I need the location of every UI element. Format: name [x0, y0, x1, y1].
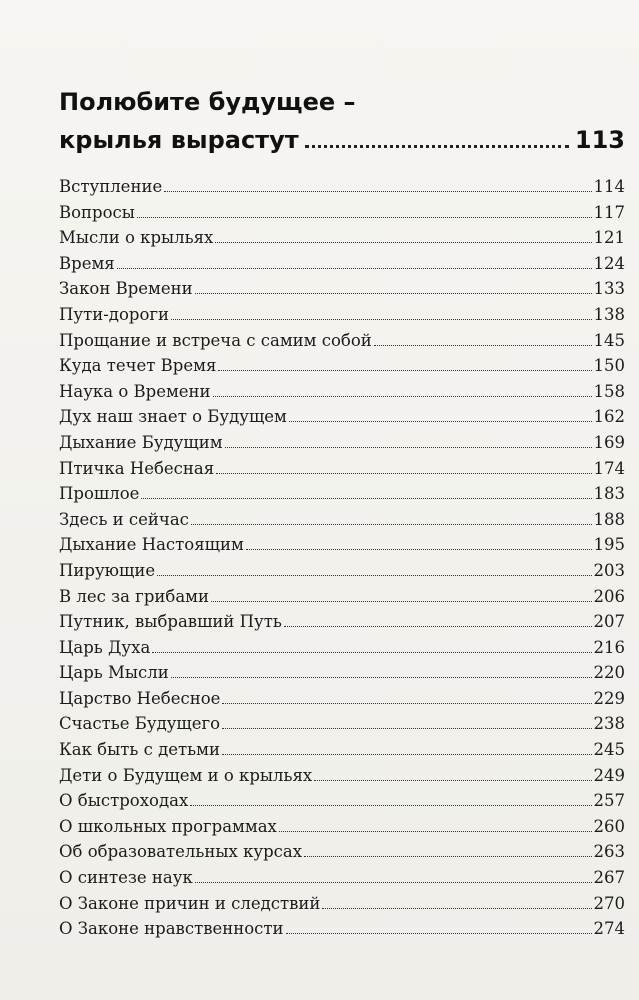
toc-entry	[59, 251, 625, 277]
dot-leader	[171, 319, 591, 320]
toc-entry	[59, 737, 625, 763]
toc-entry-title: Здесь и сейчас	[59, 509, 189, 529]
dot-leader	[191, 524, 592, 525]
dot-leader	[322, 908, 591, 909]
toc-entry-title: Время	[59, 253, 115, 273]
dot-leader	[289, 421, 592, 422]
toc-entry	[59, 379, 625, 405]
toc-entry-page: 245	[593, 740, 625, 760]
toc-entry	[59, 865, 625, 891]
toc-entry-page: 274	[593, 919, 625, 939]
toc-entry-page: 114	[593, 177, 625, 196]
toc-entry-title: Как быть с детьми	[59, 740, 220, 760]
toc-entry-title: О Законе нравственности	[59, 919, 284, 939]
toc-entry	[59, 788, 625, 814]
toc-entry	[59, 404, 625, 430]
toc-entry	[59, 456, 625, 482]
toc-entry-page: 121	[593, 228, 625, 248]
toc-entry	[59, 276, 625, 302]
toc-entry-page: 238	[593, 714, 625, 734]
toc-entry	[59, 711, 625, 737]
toc-entry	[59, 558, 625, 584]
toc-entry-page: 267	[593, 868, 625, 888]
dot-leader	[222, 703, 591, 704]
toc-entry	[59, 814, 625, 840]
toc-entry-title: Пирующие	[59, 560, 156, 580]
toc-entry-title: О Законе причин и следствий	[59, 893, 321, 913]
toc-entry	[59, 430, 625, 456]
toc-entry	[59, 763, 625, 789]
toc-entry-page: 145	[593, 330, 625, 350]
toc-entry	[59, 584, 625, 610]
toc-entry-title: Вопросы	[59, 202, 135, 222]
toc-entry-page: 158	[593, 381, 625, 401]
toc-entry-title: Дыхание Настоящим	[59, 535, 244, 555]
toc-entry-page: 150	[593, 356, 625, 376]
dot-leader	[164, 191, 591, 192]
dot-leader	[222, 754, 592, 755]
toc-entry-title: Об образовательных курсах	[59, 842, 303, 862]
toc-entry-title: О быстроходах	[59, 791, 189, 811]
dot-leader	[304, 856, 591, 857]
toc-entry-title: Путник, выбравший Путь	[59, 612, 282, 632]
dot-leader	[279, 831, 592, 832]
section-title-line2: крылья вырастут	[59, 126, 299, 154]
toc-entry-title: Дыхание Будущим	[59, 432, 223, 452]
toc-entry-title: Закон Времени	[59, 279, 193, 299]
dot-leader	[222, 728, 591, 729]
dot-leader	[141, 498, 591, 499]
dot-leader	[190, 805, 591, 806]
toc-entry	[59, 174, 625, 200]
dot-leader	[152, 652, 591, 653]
toc-entry	[59, 200, 625, 226]
toc-entry	[59, 609, 625, 635]
toc-entry-title: Пути-дороги	[59, 304, 170, 324]
toc-entry-title: Царь Духа	[59, 637, 151, 657]
toc-entry-page: 138	[593, 304, 625, 324]
toc-entry-title: Мысли о крыльях	[59, 228, 214, 248]
toc-entry-title: Дух наш знает о Будущем	[59, 407, 287, 427]
toc-entry-page: 249	[593, 765, 625, 785]
toc-entry	[59, 302, 625, 328]
dot-leader	[305, 145, 569, 148]
toc-entry	[59, 481, 625, 507]
dot-leader	[284, 626, 592, 627]
toc-entry-title: Куда течет Время	[59, 356, 217, 376]
toc-entry-page: 220	[593, 663, 625, 683]
toc-entry	[59, 507, 625, 533]
toc-entry	[59, 353, 625, 379]
toc-entry-page: 174	[593, 458, 625, 478]
dot-leader	[246, 549, 592, 550]
toc-entry	[59, 328, 625, 354]
dot-leader	[195, 882, 592, 883]
toc-entry-title: В лес за грибами	[59, 586, 209, 606]
section-title-row	[59, 124, 625, 156]
toc-entry-page: 216	[593, 637, 625, 657]
toc-entry	[59, 635, 625, 661]
dot-leader	[225, 447, 592, 448]
toc-entry	[59, 225, 625, 251]
toc-list	[59, 174, 625, 942]
toc-entry-page: 203	[593, 560, 625, 580]
section-heading	[59, 86, 625, 156]
toc-entry	[59, 891, 625, 917]
toc-entry-page: 169	[593, 432, 625, 452]
toc-entry-title: Царство Небесное	[59, 688, 221, 708]
toc-entry-page: 195	[593, 535, 625, 555]
dot-leader	[216, 473, 591, 474]
dot-leader	[117, 268, 592, 269]
toc-entry-title: Счастье Будущего	[59, 714, 221, 734]
toc-entry-page: 270	[593, 893, 625, 913]
toc-entry-page: 124	[593, 253, 625, 273]
toc-entry-title: Прошлое	[59, 484, 140, 504]
dot-leader	[171, 677, 592, 678]
dot-leader	[195, 293, 592, 294]
dot-leader	[137, 217, 592, 218]
dot-leader	[211, 601, 592, 602]
toc-entry-page: 183	[593, 484, 625, 504]
section-page-number: 113	[574, 126, 625, 154]
toc-entry	[59, 916, 625, 942]
dot-leader	[157, 575, 591, 576]
dot-leader	[314, 780, 591, 781]
toc-entry-page: 206	[593, 586, 625, 606]
toc-entry-page: 133	[593, 279, 625, 299]
toc-entry-title: Дети о Будущем и о крыльях	[59, 765, 313, 785]
toc-entry-page: 229	[593, 688, 625, 708]
dot-leader	[218, 370, 591, 371]
toc-entry-page: 260	[593, 816, 625, 836]
toc-entry-page: 207	[593, 612, 625, 632]
toc-entry	[59, 839, 625, 865]
toc-entry	[59, 532, 625, 558]
toc-entry-page: 188	[593, 509, 625, 529]
toc-entry	[59, 660, 625, 686]
toc-entry-title: Наука о Времени	[59, 381, 211, 401]
toc-entry-title: Прощание и встреча с самим собой	[59, 330, 372, 350]
toc-entry-page: 117	[593, 202, 625, 222]
toc-entry-page: 257	[593, 791, 625, 811]
toc-entry-title: Царь Мысли	[59, 663, 169, 683]
toc-entry-page: 162	[593, 407, 625, 427]
dot-leader	[215, 242, 591, 243]
toc-entry	[59, 686, 625, 712]
section-title-line1: Полюбите будущее –	[59, 88, 356, 116]
toc-entry-page: 263	[593, 842, 625, 862]
dot-leader	[213, 396, 592, 397]
toc-entry-title: О школьных программах	[59, 816, 277, 836]
toc-entry-title: О синтезе наук	[59, 868, 193, 888]
dot-leader	[286, 933, 592, 934]
toc-entry-title: Птичка Небесная	[59, 458, 215, 478]
toc-entry-title: Вступление	[59, 177, 163, 196]
dot-leader	[374, 345, 592, 346]
